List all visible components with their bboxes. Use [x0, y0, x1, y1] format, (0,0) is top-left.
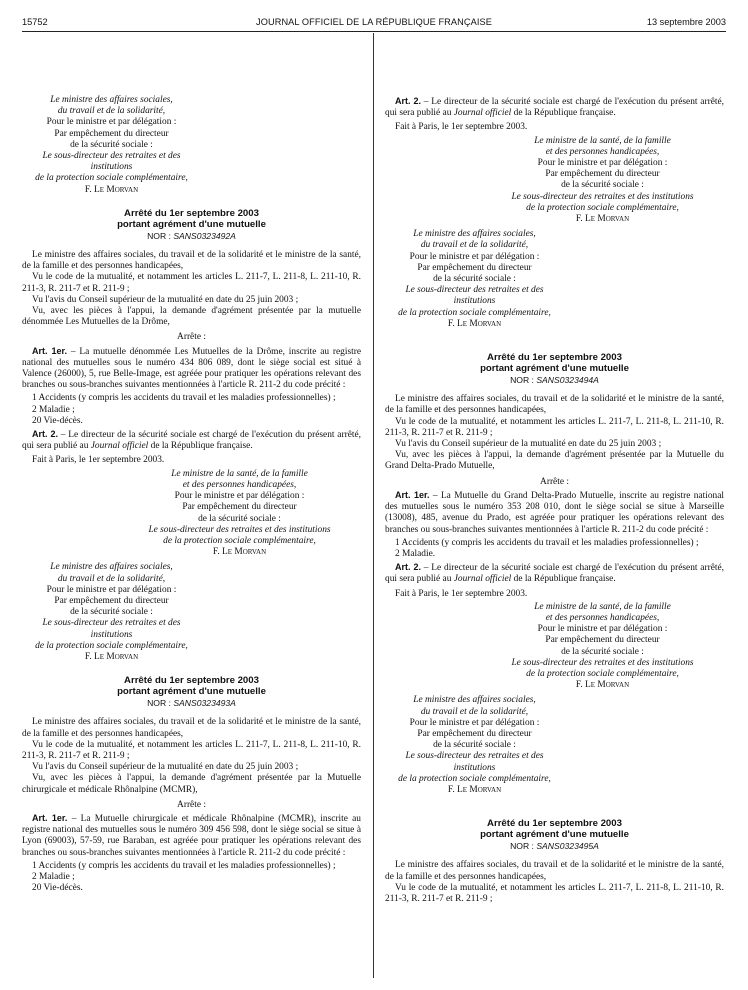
arrete-heading: Arrête : [177, 799, 206, 810]
signature-line: de la protection sociale complémentaire, [398, 307, 551, 318]
signature-line: Par empêchement du directeur [545, 635, 660, 646]
preamble: Vu l'avis du Conseil supérieur de la mutualité en date du 25 juin 2003 ; [395, 439, 662, 450]
signature-block [385, 229, 564, 330]
preamble: Le ministre des affaires sociales, du travail et de la solidarité et le ministre de la santé, de la famille et des personnes handicapées, [22, 250, 361, 272]
preamble: Vu le code de la mutualité, et notamment les articles L. 211-7, L. 211-8, L. 211-10, R. 211-3, R. 211-7 et R. 211-9 ; [22, 272, 361, 294]
signature-line: de la sécurité sociale : [561, 646, 644, 657]
nor-reference: NOR : SANS0323495A [510, 841, 599, 852]
signatory-name: F. Le Morvan [447, 318, 502, 329]
signature-block [22, 95, 201, 196]
article-1: Art. 1er. – La Mutuelle chirurgicale et médicale Rhônalpine (MCMR), inscrite au registre national des mutuelles sous le numéro 309 456 598, dont le siège social se situe à Lyon (69003), 57-59, rue Baraban, est agréée pour pratiquer les opérations relevant des branches ou sous-branches suivantes mentionnées à l'article R. 211-2 du code précité : [22, 812, 361, 858]
signature-line: de la protection sociale complémentaire, [398, 773, 551, 784]
signature-line: Pour le ministre et par délégation : [174, 491, 305, 502]
preamble: Vu, avec les pièces à l'appui, la demande d'agrément présentée par la mutuelle dénommée Les Mutuelles de la Drôme, [22, 306, 361, 328]
list-item: 20 Vie-décès. [32, 883, 83, 894]
arrete-heading: Arrête : [177, 332, 206, 343]
signature-line: du travail et de la solidarité, [420, 240, 529, 251]
preamble: Vu, avec les pièces à l'appui, la demande d'agrément présentée par la Mutuelle du Grand Delta-Prado Mutuelle, [385, 450, 724, 472]
signature-line: Le sous-directeur des retraites et des institutions [42, 618, 181, 640]
signature-block [481, 136, 724, 226]
signature-line: Par empêchement du directeur [417, 728, 532, 739]
signature-block [22, 562, 201, 663]
journal-title: JOURNAL OFFICIEL DE LA RÉPUBLIQUE FRANÇAISE [256, 17, 492, 27]
page-number: 15752 [22, 17, 48, 27]
signature-line: Le ministre des affaires sociales, [413, 695, 536, 706]
preamble: Vu le code de la mutualité, et notamment les articles L. 211-7, L. 211-8, L. 211-10, R. 211-3, R. 211-7 et R. 211-9 ; [385, 882, 724, 904]
signature-line: et des personnes handicapées, [182, 479, 297, 490]
signature-line: Le ministre des affaires sociales, [50, 562, 173, 573]
list-item: 1 Accidents (y compris les accidents du travail et les maladies professionnelles) ; [32, 860, 336, 871]
preamble: Vu le code de la mutualité, et notamment les articles L. 211-7, L. 211-8, L. 211-10, R. 211-3, R. 211-7 et R. 211-9 ; [385, 416, 724, 438]
signature-line: Par empêchement du directeur [545, 169, 660, 180]
signature-line: Par empêchement du directeur [54, 128, 169, 139]
list-item: 2 Maladie ; [32, 871, 75, 882]
signature-line: de la sécurité sociale : [70, 607, 153, 618]
signature-line: Par empêchement du directeur [182, 502, 297, 513]
article-1: Art. 1er. – La Mutuelle du Grand Delta-Prado Mutuelle, inscrite au registre national des mutuelles sous le numéro 353 208 010, dont le siège social se situe à Marseille (13008), 485, avenue du Prado, est agréée pour pratiquer les opérations relevant des branches ou sous-branches suivantes mentionnées à l'article R. 211-2 du code précité : [385, 489, 724, 535]
preamble: Vu l'avis du Conseil supérieur de la mutualité en date du 25 juin 2003 ; [32, 762, 299, 773]
signature-block [481, 602, 724, 692]
list-item: 2 Maladie ; [32, 404, 75, 415]
signature-line: Par empêchement du directeur [54, 595, 169, 606]
list-item: 1 Accidents (y compris les accidents du travail et les maladies professionnelles) ; [32, 393, 336, 404]
preamble: Vu l'avis du Conseil supérieur de la mutualité en date du 25 juin 2003 ; [32, 294, 299, 305]
list-item: 1 Accidents (y compris les accidents du travail et les maladies professionnelles) ; [395, 537, 699, 548]
branch-list [385, 538, 724, 560]
signature-line: Le sous-directeur des retraites et des institutions [405, 285, 544, 307]
nor-reference: NOR : SANS0323492A [147, 230, 236, 241]
signature-line: de la protection sociale complémentaire, [526, 668, 679, 679]
signature-block [385, 695, 564, 796]
signature-line: de la protection sociale complémentaire, [163, 535, 316, 546]
list-item: 20 Vie-décès. [32, 415, 83, 426]
signatory-name: F. Le Morvan [447, 784, 502, 795]
fait-a-paris: Fait à Paris, le 1er septembre 2003. [395, 588, 528, 599]
signature-line: de la protection sociale complémentaire, [35, 640, 188, 651]
branch-list [22, 861, 361, 895]
signature-line: du travail et de la solidarité, [57, 573, 166, 584]
signature-block [118, 469, 361, 559]
signatory-name: F. Le Morvan [212, 547, 267, 558]
preamble: Le ministre des affaires sociales, du travail et de la solidarité et le ministre de la santé, de la famille et des personnes handicapées, [22, 717, 361, 739]
preamble: Vu le code de la mutualité, et notamment les articles L. 211-7, L. 211-8, L. 211-10, R. 211-3, R. 211-7 et R. 211-9 ; [22, 739, 361, 761]
signature-line: et des personnes handicapées, [545, 612, 660, 623]
article-2: Art. 2. – Le directeur de la sécurité sociale est chargé de l'exécution du présent arrêté, qui sera publié au Journal officiel de la République française. [22, 429, 361, 452]
signature-line: Le sous-directeur des retraites et des institutions [405, 751, 544, 773]
signatory-name: F. Le Morvan [575, 680, 630, 691]
signature-line: et des personnes handicapées, [545, 146, 660, 157]
signature-line: Le sous-directeur des retraites et des institutions [148, 524, 331, 535]
signature-line: Par empêchement du directeur [417, 262, 532, 273]
signature-line: de la protection sociale complémentaire, [35, 173, 188, 184]
left-column [22, 95, 361, 896]
signature-line: de la sécurité sociale : [433, 274, 516, 285]
decree-title: Arrêté du 1er septembre 2003 portant agrément d'une mutuelle [117, 207, 266, 230]
signature-line: Le ministre de la santé, de la famille [171, 468, 308, 479]
right-column [385, 96, 724, 905]
signature-line: Le ministre des affaires sociales, [413, 229, 536, 240]
preamble: Le ministre des affaires sociales, du travail et de la solidarité et le ministre de la santé, de la famille et des personnes handicapées, [385, 394, 724, 416]
signature-line: Pour le ministre et par délégation : [46, 584, 177, 595]
article-2: Art. 2. – Le directeur de la sécurité sociale est chargé de l'exécution du présent arrêté, qui sera publié au Journal officiel de la République française. [385, 562, 724, 585]
arrete-heading: Arrête : [540, 476, 569, 487]
signature-line: Le ministre des affaires sociales, [50, 95, 173, 105]
signatory-name: F. Le Morvan [575, 214, 630, 225]
nor-reference: NOR : SANS0323494A [510, 375, 599, 386]
signature-line: Le ministre de la santé, de la famille [534, 135, 671, 146]
issue-date: 13 septembre 2003 [646, 17, 726, 27]
page-header [22, 17, 726, 32]
signatory-name: F. Le Morvan [84, 651, 139, 662]
fait-a-paris: Fait à Paris, le 1er septembre 2003. [32, 455, 165, 466]
decree-title: Arrêté du 1er septembre 2003 portant agrément d'une mutuelle [117, 675, 266, 698]
fait-a-paris: Fait à Paris, le 1er septembre 2003. [395, 122, 528, 133]
preamble: Le ministre des affaires sociales, du travail et de la solidarité et le ministre de la santé, de la famille et des personnes handicapées, [385, 860, 724, 882]
signature-line: Le sous-directeur des retraites et des institutions [511, 657, 694, 668]
signature-line: du travail et de la solidarité, [420, 706, 529, 717]
signature-line: du travail et de la solidarité, [57, 106, 166, 117]
signature-line: de la sécurité sociale : [561, 180, 644, 191]
preamble: Vu, avec les pièces à l'appui, la demande d'agrément présentée par la Mutuelle chirurgicale et médicale Rhônalpine (MCMR), [22, 773, 361, 795]
decree-title: Arrêté du 1er septembre 2003 portant agrément d'une mutuelle [480, 352, 629, 375]
signature-line: Pour le ministre et par délégation : [537, 158, 668, 169]
column-divider [373, 33, 374, 978]
signature-line: Le sous-directeur des retraites et des institutions [42, 151, 181, 173]
article-1: Art. 1er. – La mutuelle dénommée Les Mutuelles de la Drôme, inscrite au registre national des mutuelles sous le numéro 434 806 089, dont le siège social est situé à Valence (26000), 5, rue Belle-Image, est agréée pour pratiquer les opérations relevant des branches ou sous-branches suivantes mentionnées à l'article R. 211-2 du code précité : [22, 345, 361, 391]
article-2: Art. 2. – Le directeur de la sécurité sociale est chargé de l'exécution du présent arrêté, qui sera publié au Journal officiel de la République française. [385, 96, 724, 119]
signature-line: Le sous-directeur des retraites et des institutions [511, 191, 694, 202]
signature-line: de la sécurité sociale : [433, 740, 516, 751]
signature-line: de la protection sociale complémentaire, [526, 202, 679, 213]
signature-line: Le ministre de la santé, de la famille [534, 601, 671, 612]
signatory-name: F. Le Morvan [84, 184, 139, 195]
signature-line: Pour le ministre et par délégation : [46, 117, 177, 128]
signature-line: Pour le ministre et par délégation : [409, 251, 540, 262]
decree-title: Arrêté du 1er septembre 2003 portant agrément d'une mutuelle [480, 818, 629, 841]
signature-line: Pour le ministre et par délégation : [409, 717, 540, 728]
signature-line: Pour le ministre et par délégation : [537, 624, 668, 635]
branch-list [22, 393, 361, 427]
nor-reference: NOR : SANS0323493A [147, 698, 236, 709]
signature-line: de la sécurité sociale : [198, 513, 281, 524]
list-item: 2 Maladie. [395, 548, 436, 559]
signature-line: de la sécurité sociale : [70, 139, 153, 150]
